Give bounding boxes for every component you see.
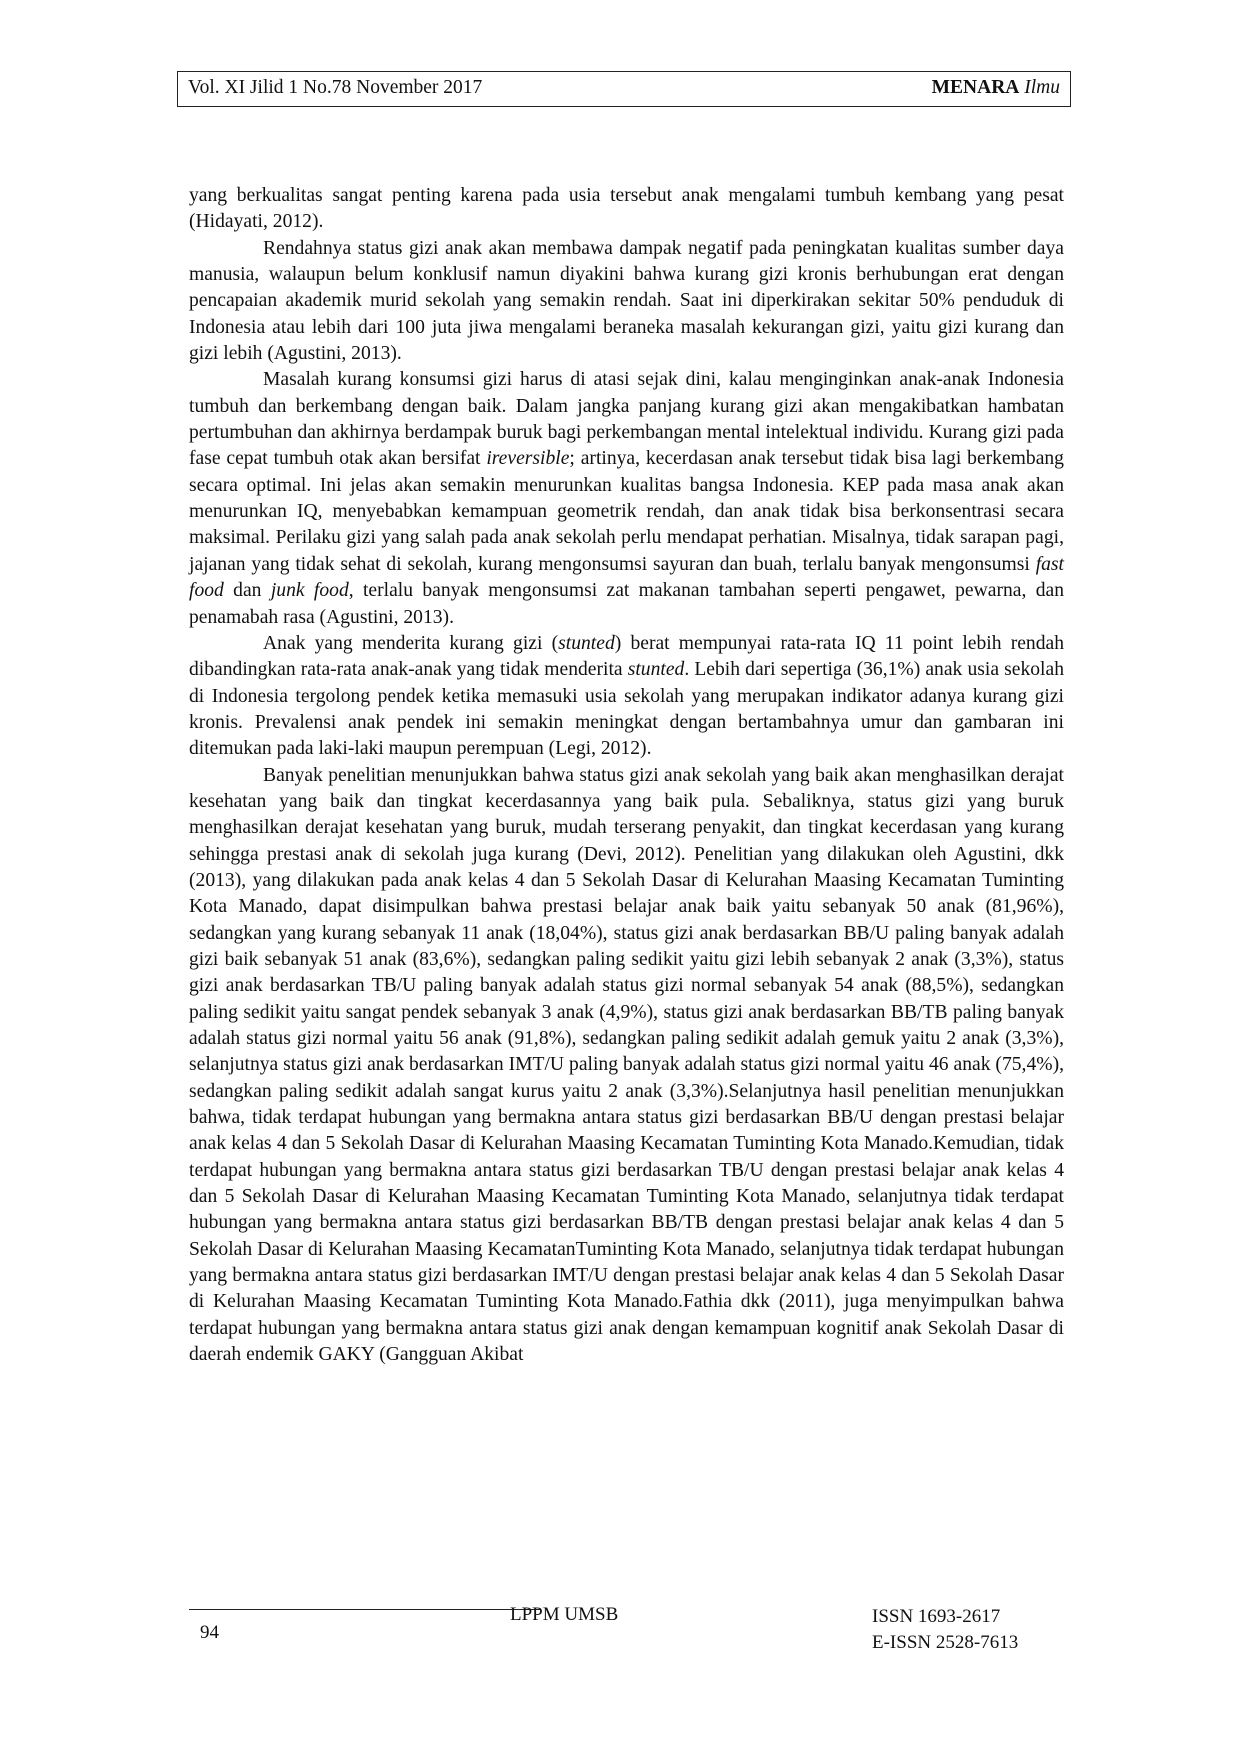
paragraph <box>189 183 1064 236</box>
italic-term: ireversible <box>486 448 570 470</box>
eissn: E-ISSN 2528-7613 <box>872 1632 1019 1653</box>
paragraph <box>189 367 1064 630</box>
text-run: . Lebih dari sepertiga (36,1%) anak usia sekolah di Indonesia tergolong pendek ketika memasuki usia sekolah yang merupakan indikator adanya kurang gizi kronis. Prevalensi anak pendek ini semakin meningkat dengan bertambahnya umur dan gambaran ini ditemukan pada laki-laki maupun perempuan (Legi, 2012). <box>189 659 1064 760</box>
publisher: LPPM UMSB <box>510 1604 619 1625</box>
paragraph <box>189 236 1064 368</box>
text-run: Rendahnya status gizi anak akan membawa dampak negatif pada peningkatan kualitas sumber daya manusia, walaupun belum konklusif namun diyakini bahwa kurang gizi kronis berhubungan erat dengan pencapaian akademik murid sekolah yang semakin rendah. Saat ini diperkirakan sekitar 50% penduduk di Indonesia atau lebih dari 100 juta jiwa mengalami beraneka masalah kekurangan gizi, yaitu gizi kurang dan gizi lebih (Agustini, 2013). <box>189 237 1064 365</box>
journal-name-italic: Ilmu <box>1024 77 1060 98</box>
journal-name <box>932 77 1060 99</box>
article-body <box>189 183 1064 1368</box>
italic-term: fast food <box>189 553 1064 602</box>
journal-name-bold: MENARA <box>931 77 1020 98</box>
text-run: ) berat mempunyai rata-rata IQ 11 point lebih rendah dibandingkan rata-rata anak-anak yang tidak menderita <box>189 632 1065 681</box>
paragraph <box>189 631 1064 763</box>
running-header <box>177 71 1071 107</box>
italic-term: junk food <box>270 580 349 602</box>
text-run: dan <box>223 580 271 602</box>
footer-divider <box>189 1609 541 1610</box>
volume-info: Vol. XI Jilid 1 No.78 November 2017 <box>188 77 483 98</box>
issn-block <box>872 1604 1018 1656</box>
italic-term: stunted <box>627 659 685 681</box>
text-run: Banyak penelitian menunjukkan bahwa status gizi anak sekolah yang baik akan menghasilkan derajat kesehatan yang baik dan tingkat kecerdasannya yang baik pula. Sebaliknya, status gizi yang buruk menghasilkan derajat kesehatan yang buruk, mudah terserang penyakit, dan tingkat kecerdasan yang kurang sehingga prestasi anak di sekolah juga kurang (Devi, 2012). Penelitian yang dilakukan oleh Agustini, dkk (2013), yang dilakukan pada anak kelas 4 dan 5 Sekolah Dasar di Kelurahan Maasing Kecamatan Tuminting Kota Manado, dapat disimpulkan bahwa prestasi belajar anak baik yaitu sebanyak 50 anak (81,96%), sedangkan yang kurang sebanyak 11 anak (18,04%), status gizi anak berdasarkan BB/U paling banyak adalah gizi baik sebanyak 51 anak (83,6%), sedangkan paling sedikit yaitu gizi lebih sebanyak 2 anak (3,3%), status gizi anak berdasarkan TB/U paling banyak adalah status gizi normal sebanyak 54 anak (88,5%), sedangkan paling sedikit yaitu sangat pendek sebanyak 3 anak (4,9%), status gizi anak berdasarkan BB/TB paling banyak adalah status gizi normal yaitu 56 anak (91,8%), sedangkan paling sedikit adalah gemuk yaitu 2 anak (3,3%), selanjutnya status gizi anak berdasarkan IMT/U paling banyak adalah status gizi normal yaitu 46 anak (75,4%), sedangkan paling sedikit adalah sangat kurus yaitu 2 anak (3,3%).Selanjutnya hasil penelitian menunjukkan bahwa, tidak terdapat hubungan yang bermakna antara status gizi berdasarkan BB/U dengan prestasi belajar anak kelas 4 dan 5 Sekolah Dasar di Kelurahan Maasing Kecamatan Tuminting Kota Manado.Kemudian, tidak terdapat hubungan yang bermakna antara status gizi berdasarkan TB/U dengan prestasi belajar anak kelas 4 dan 5 Sekolah Dasar di Kelurahan Maasing Kecamatan Tuminting Kota Manado, selanjutnya tidak terdapat hubungan yang bermakna antara status gizi berdasarkan BB/TB dengan prestasi belajar anak kelas 4 dan 5 Sekolah Dasar di Kelurahan Maasing KecamatanTuminting Kota Manado, selanjutnya tidak terdapat hubungan yang bermakna antara status gizi berdasarkan IMT/U dengan prestasi belajar anak kelas 4 dan 5 Sekolah Dasar di Kelurahan Maasing Kecamatan Tuminting Kota Manado.Fathia dkk (2011), juga menyimpulkan bahwa terdapat hubungan yang bermakna antara status gizi anak dengan kemampuan kognitif anak Sekolah Dasar di daerah endemik GAKY (Gangguan Akibat <box>189 764 1064 1366</box>
text-run: , terlalu banyak mengonsumsi zat makanan tambahan seperti pengawet, pewarna, dan penamabah rasa (Agustini, 2013). <box>189 580 1065 628</box>
paragraph <box>189 763 1064 1369</box>
text-run: ; artinya, kecerdasan anak tersebut tidak bisa lagi berkembang secara optimal. Ini jelas akan semakin menurunkan kualitas bangsa Indonesia. KEP pada masa anak akan menurunkan IQ, menyebabkan kemampuan geometrik rendah, dan anak tidak bisa berkonsentrasi secara maksimal. Perilaku gizi yang salah pada anak sekolah perlu mendapat perhatian. Misalnya, tidak sarapan pagi, jajanan yang tidak sehat di sekolah, kurang mengonsumsi sayuran dan buah, terlalu banyak mengonsumsi <box>189 448 1064 575</box>
page-number: 94 <box>200 1622 219 1643</box>
issn: ISSN 1693-2617 <box>872 1606 1001 1627</box>
text-run: yang berkualitas sangat penting karena pada usia tersebut anak mengalami tumbuh kembang yang pesat (Hidayati, 2012). <box>189 185 1064 233</box>
text-run: Anak yang menderita kurang gizi ( <box>263 632 559 654</box>
italic-term: stunted <box>558 632 615 654</box>
text-run: Masalah kurang konsumsi gizi harus di atasi sejak dini, kalau menginginkan anak-anak Indonesia tumbuh dan berkembang dengan baik. Dalam jangka panjang kurang gizi akan mengakibatkan hambatan pertumbuhan dan akhirnya berdampak buruk bagi perkembangan mental intelektual individu. Kurang gizi pada fase cepat tumbuh otak akan bersifat <box>189 369 1064 470</box>
